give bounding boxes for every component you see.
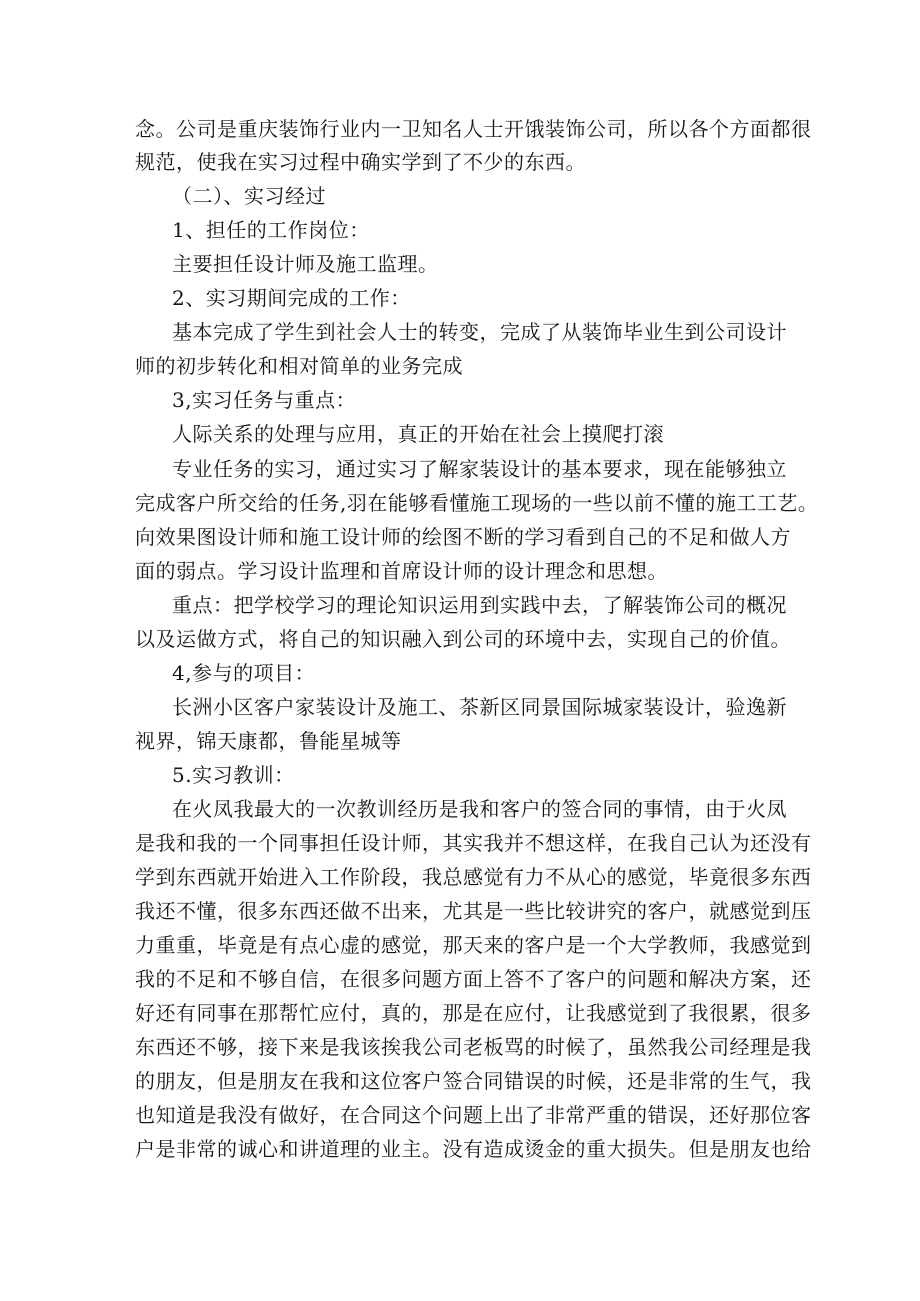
text-line: 1、担任的工作岗位： <box>172 218 370 242</box>
text-line: 在火凤我最大的一次教训经历是我和客户的签合同的事情，由于火凤 <box>172 797 787 821</box>
text-line: 我还不懂，很多东西还做不出来，尤其是一些比较讲究的客户，就感觉到压 <box>135 899 812 923</box>
text-line: 重点：把学校学习的理论知识运用到实践中去，了解装饰公司的概况 <box>172 593 787 617</box>
text-line: 以及运做方式，将自己的知识融入到公司的环境中去，实现自己的价值。 <box>135 627 791 651</box>
text-line: 也知道是我没有做好，在合同这个问题上出了非常严重的错误，还好那位客 <box>135 1103 812 1127</box>
text-line: 学到东西就开始进入工作阶段，我总感觉有力不从心的感觉，毕竟很多东西 <box>135 865 812 889</box>
text-line: 3,实习任务与重点： <box>172 388 357 412</box>
text-line: 2、实习期间完成的工作： <box>172 286 411 310</box>
text-line: 师的初步转化和相对简单的业务完成 <box>135 354 463 378</box>
text-line: 视界，锦天康都，鲁能星城等 <box>135 729 402 753</box>
text-line: 我的不足和不够自信，在很多问题方面上答不了客户的问题和解决方案，还 <box>135 967 812 991</box>
text-line: 东西还不够，接下来是我该挨我公司老板骂的时候了，虽然我公司经理是我 <box>135 1035 812 1059</box>
text-line: 基本完成了学生到社会人士的转变，完成了从装饰毕业生到公司设计 <box>172 320 787 344</box>
text-line: 力重重，毕竟是有点心虚的感觉，那天来的客户是一个大学教师，我感觉到 <box>135 933 812 957</box>
text-line: 长洲小区客户家装设计及施工、茶新区同景国际城家装设计，验逸新 <box>172 695 787 719</box>
section-heading: （二）、实习经过 <box>172 184 326 208</box>
text-line: 的朋友，但是朋友在我和这位客户签合同错误的时候，还是非常的生气，我 <box>135 1069 812 1093</box>
text-line: 完成客户所交给的任务,羽在能够看懂施工现场的一些以前不懂的施工工艺。 <box>135 491 819 515</box>
text-line: 专业任务的实习，通过实习了解家装设计的基本要求，现在能够独立 <box>172 457 787 481</box>
text-line: 4,参与的项目： <box>172 661 316 685</box>
text-line: 规范，使我在实习过程中确实学到了不少的东西。 <box>135 150 586 174</box>
text-line: 是我和我的一个同事担任设计师，其实我并不想这样，在我自己认为还没有 <box>135 831 812 855</box>
text-line: 主要担任设计师及施工监理。 <box>172 252 439 276</box>
text-line: 向效果图设计师和施工设计师的绘图不断的学习看到自己的不足和做人方 <box>135 525 791 549</box>
text-line: 面的弱点。学习设计监理和首席设计师的设计理念和思想。 <box>135 559 668 583</box>
text-line: 5.实习教训： <box>172 763 295 787</box>
text-line: 户是非常的诚心和讲道理的业主。没有造成烫金的重大损失。但是朋友也给 <box>135 1137 812 1161</box>
text-line: 人际关系的处理与应用，真正的开始在社会上摸爬打滚 <box>172 422 664 446</box>
text-line: 念。公司是重庆装饰行业内一卫知名人士开饿装饰公司，所以各个方面都很 <box>135 117 812 141</box>
text-line: 好还有同事在那帮忙应付，真的，那是在应付，让我感觉到了我很累，很多 <box>135 1001 812 1025</box>
